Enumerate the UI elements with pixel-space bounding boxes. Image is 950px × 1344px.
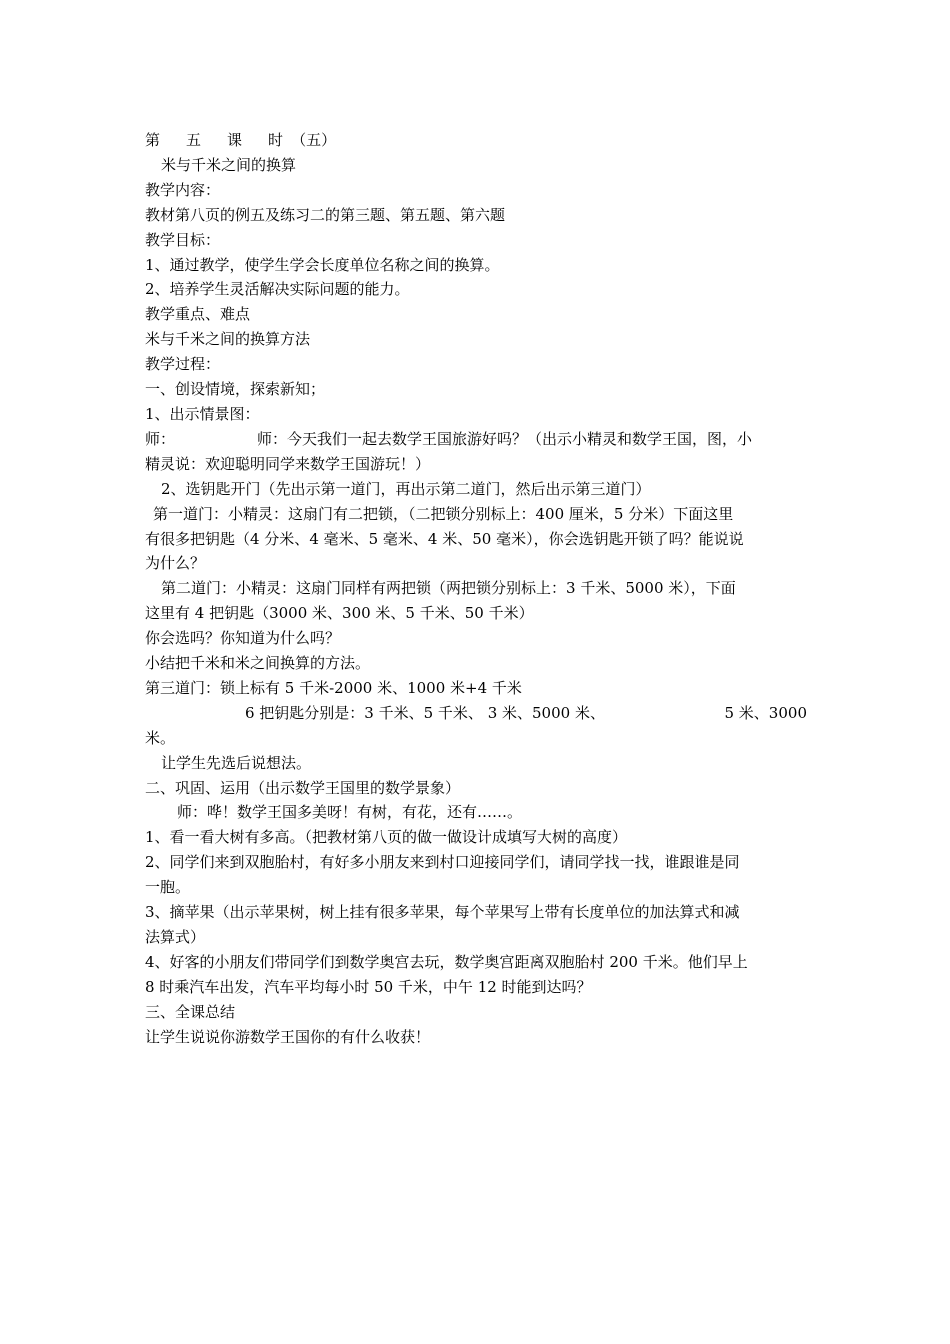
section-heading: 三、全课总结 bbox=[145, 1002, 236, 1021]
door-1-text: 第一道门：小精灵：这扇门有二把锁，（二把锁分别标上：400 厘米，5 分米）下面这里 bbox=[153, 504, 734, 523]
content-text: 教材第八页的例五及练习二的第三题、第五题、第六题 bbox=[145, 205, 506, 224]
closing-text: 让学生说说你游数学王国你的有什么收获！ bbox=[145, 1027, 431, 1046]
door-2-question: 你会选吗？你知道为什么吗？ bbox=[145, 629, 341, 648]
exercise-item: 3、摘苹果（出示苹果树，树上挂有很多苹果，每个苹果写上带有长度单位的加法算式和减 bbox=[145, 903, 740, 922]
key-points-heading: 教学重点、难点 bbox=[145, 305, 251, 324]
door-3-keys bbox=[145, 701, 807, 726]
step-item: 1、出示情景图： bbox=[145, 404, 260, 423]
document-body bbox=[145, 128, 807, 1050]
title-char: （五） bbox=[291, 131, 337, 149]
section-heading: 一、创设情境，探索新知； bbox=[145, 380, 326, 399]
teacher-label: 师： bbox=[145, 429, 176, 448]
goal-item: 2、培养学生灵活解决实际问题的能力。 bbox=[145, 280, 410, 299]
exercise-item: 2、同学们来到双胞胎村，有好多小朋友来到村口迎接同学们，请同学找一找，谁跟谁是同 bbox=[145, 853, 740, 872]
section-heading: 二、巩固、运用（出示数学王国里的数学景象） bbox=[145, 778, 461, 797]
exercise-item-cont: 法算式） bbox=[145, 928, 206, 946]
exercise-item: 1、看一看大树有多高。（把教材第八页的做一做设计成填写大树的高度） bbox=[145, 828, 628, 847]
lesson-title bbox=[145, 128, 807, 153]
exercise-item: 4、好客的小朋友们带同学们到数学奥宫去玩，数学奥宫距离双胞胎村 200 千米。他们早上 bbox=[145, 952, 748, 971]
door-3-text: 第三道门：锁上标有 5 千米-2000 米、1000 米+4 千米 bbox=[145, 678, 522, 697]
teacher-speech: 师：今天我们一起去数学王国旅游好吗？（出示小精灵和数学王国，图，小 bbox=[257, 429, 753, 448]
content-heading: 教学内容： bbox=[145, 180, 221, 199]
teacher-line bbox=[145, 427, 807, 452]
step-item: 2、选钥匙开门（先出示第一道门，再出示第二道门，然后出示第三道门） bbox=[161, 479, 651, 498]
door-3-keys-left: 6 把钥匙分别是：3 千米、5 千米、 3 米、5000 米、 bbox=[245, 703, 605, 722]
title-char: 五 bbox=[186, 131, 202, 149]
summary-text: 小结把千米和米之间换算的方法。 bbox=[145, 654, 371, 673]
exercise-item-cont: 8 时乘汽车出发，汽车平均每小时 50 千米，中午 12 时能到达吗？ bbox=[145, 977, 592, 996]
door-3-keys-end: 米。 bbox=[145, 728, 176, 747]
key-points-text: 米与千米之间的换算方法 bbox=[145, 330, 311, 349]
door-2-text: 第二道门：小精灵：这扇门同样有两把锁（两把锁分别标上：3 千米、5000 米），下面 bbox=[161, 579, 736, 598]
title-char: 时 bbox=[268, 131, 284, 149]
think-text: 让学生先选后说想法。 bbox=[161, 753, 312, 772]
title-char: 课 bbox=[227, 131, 243, 149]
door-3-keys-right: 5 米、3000 bbox=[724, 703, 807, 722]
goal-item: 1、通过教学，使学生学会长度单位名称之间的换算。 bbox=[145, 255, 500, 274]
title-char: 第 bbox=[145, 131, 161, 149]
goals-heading: 教学目标： bbox=[145, 230, 221, 249]
teacher-line-cont: 精灵说：欢迎聪明同学来数学王国游玩！） bbox=[145, 454, 431, 473]
teacher-wow: 师：哗！数学王国多美呀！有树，有花，还有……。 bbox=[177, 803, 523, 822]
door-1-text: 有很多把钥匙（4 分米、4 毫米、5 毫米、4 米、50 毫米），你会选钥匙开锁了吗？能说说 bbox=[145, 529, 744, 548]
exercise-item-cont: 一胞。 bbox=[145, 878, 191, 897]
door-2-text: 这里有 4 把钥匙（3000 米、300 米、5 千米、50 千米） bbox=[145, 604, 534, 623]
lesson-subtitle: 米与千米之间的换算 bbox=[161, 155, 297, 174]
door-1-text: 为什么？ bbox=[145, 554, 206, 573]
process-heading: 教学过程： bbox=[145, 355, 221, 374]
